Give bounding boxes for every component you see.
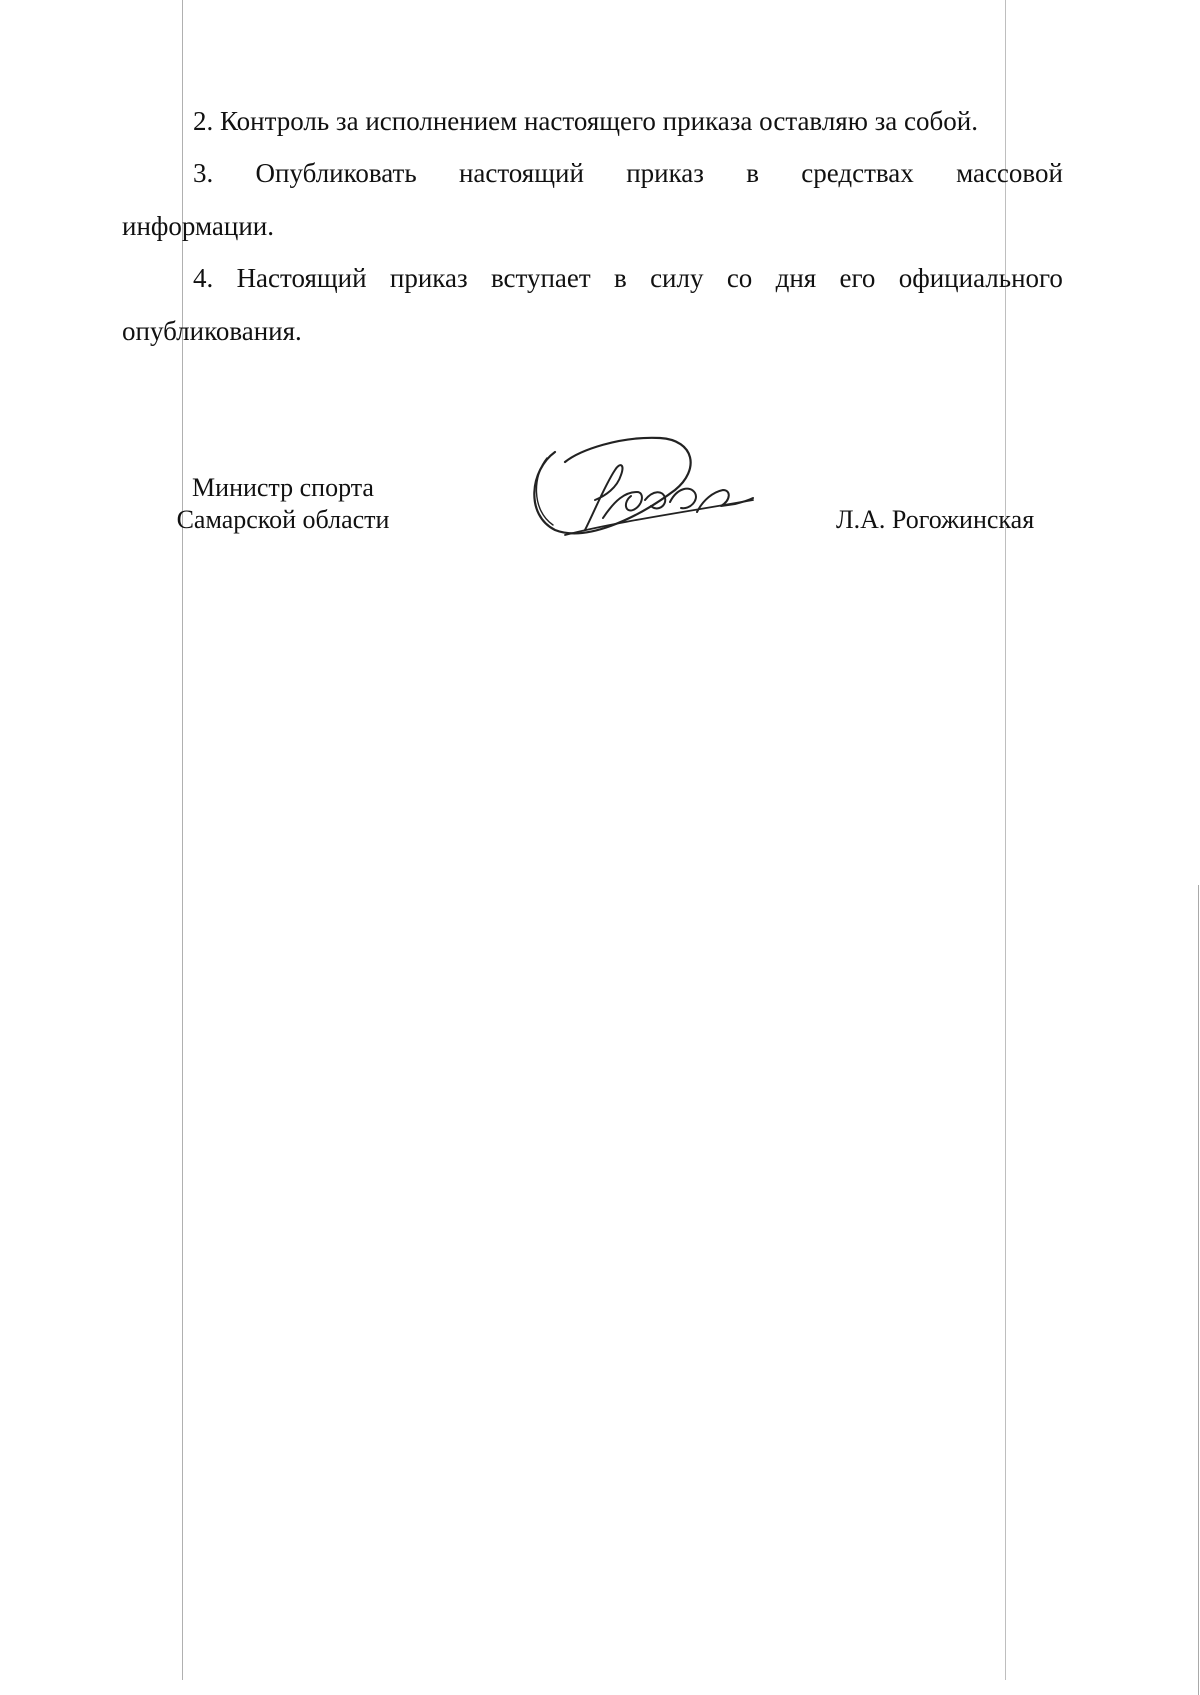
paragraph-3-line-2: информации. <box>122 211 274 241</box>
p3-word: средствах <box>801 158 914 188</box>
p3-word: настоящий <box>458 158 584 188</box>
paragraph-3-line-1 <box>193 158 1063 188</box>
signer-position-line-1: Министр спорта <box>192 473 374 502</box>
p4-word: силу <box>650 263 704 293</box>
p3-word: 3. <box>193 158 214 188</box>
p4-word: со <box>726 263 753 293</box>
p4-word: его <box>839 263 876 293</box>
p3-word: Опубликовать <box>255 158 417 188</box>
p4-word: дня <box>775 263 817 293</box>
p3-word: в <box>746 158 759 188</box>
signer-position-line-2: Самарской области <box>176 505 390 534</box>
p4-word: в <box>614 263 627 293</box>
p4-word: Настоящий <box>236 263 367 293</box>
signer-position <box>123 472 443 536</box>
paragraph-4-line-1 <box>193 263 1063 293</box>
p4-word: вступает <box>490 263 591 293</box>
p3-word: приказ <box>626 158 704 188</box>
paragraph-4-line-2: опубликования. <box>122 316 302 346</box>
paragraph-2: 2. Контроль за исполнением настоящего приказа оставляю за собой. <box>193 106 978 136</box>
signer-name: Л.А. Рогожинская <box>836 505 1035 534</box>
handwritten-signature <box>525 430 760 545</box>
p3-word: массовой <box>956 158 1063 188</box>
scan-artifact-line-right <box>1005 0 1006 1680</box>
scan-artifact-line-edge <box>1198 885 1199 1695</box>
p4-word: приказ <box>389 263 468 293</box>
p4-word: 4. <box>193 263 214 293</box>
scan-artifact-line-left <box>182 0 183 1680</box>
p4-word: официального <box>898 263 1063 293</box>
